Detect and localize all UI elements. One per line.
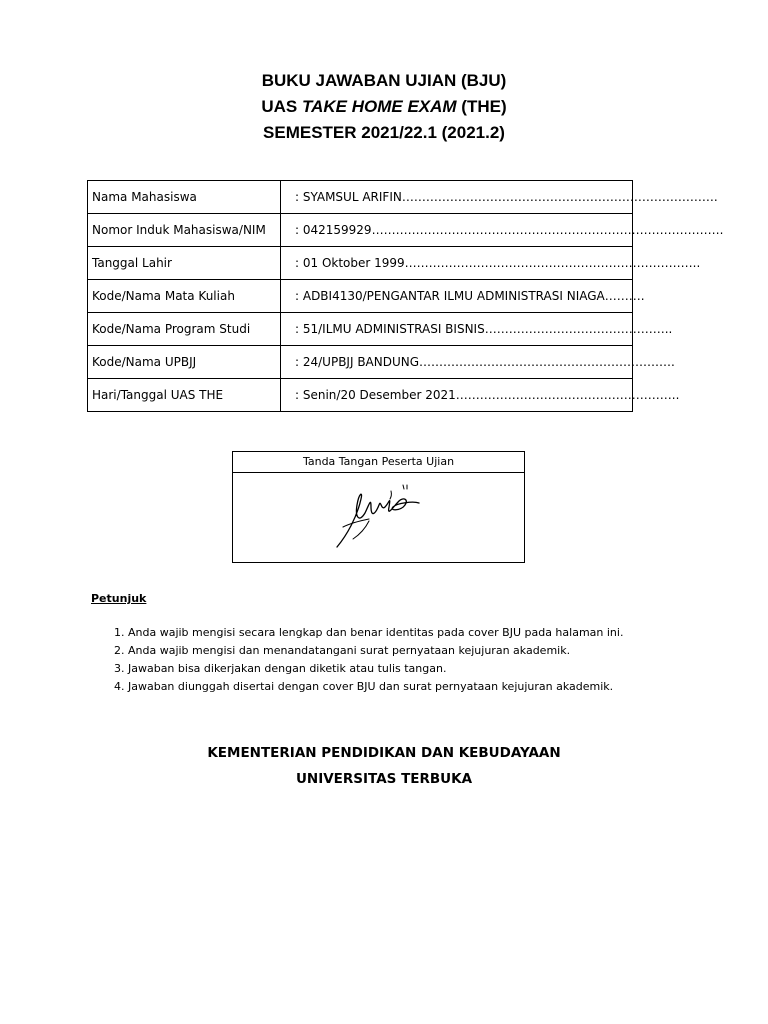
table-row [88, 313, 633, 346]
title-line-2 [0, 94, 768, 120]
identity-value: : Senin/20 Desember 2021……………………………………………….. [281, 379, 633, 412]
list-item: 2. Anda wajib mengisi dan menandatangani surat pernyataan kejujuran akademik. [114, 644, 571, 657]
signature-area [233, 473, 524, 562]
table-row [88, 214, 633, 247]
title-line-2-suffix: (THE) [456, 97, 507, 116]
identity-label: Kode/Nama Mata Kuliah [88, 280, 281, 313]
identity-label: Kode/Nama Program Studi [88, 313, 281, 346]
identity-value: : SYAMSUL ARIFIN……………………………………………………………………. [281, 181, 633, 214]
identity-label: Nomor Induk Mahasiswa/NIM [88, 214, 281, 247]
identity-label: Tanggal Lahir [88, 247, 281, 280]
table-row [88, 346, 633, 379]
identity-value: : 24/UPBJJ BANDUNG………………………………………………………. [281, 346, 633, 379]
list-item: 4. Jawaban diunggah disertai dengan cover BJU dan surat pernyataan kejujuran akademik. [114, 680, 614, 693]
instructions-title: Petunjuk [91, 592, 147, 605]
identity-value: : 042159929……………………………………………………………………………. [281, 214, 633, 247]
identity-label: Kode/Nama UPBJJ [88, 346, 281, 379]
table-row [88, 379, 633, 412]
title-line-1: BUKU JAWABAN UJIAN (BJU) [261, 71, 507, 90]
identity-table [87, 180, 724, 412]
identity-value: : ADBI4130/PENGANTAR ILMU ADMINISTRASI NIAGA………. [281, 280, 633, 313]
identity-label: Hari/Tanggal UAS THE [88, 379, 281, 412]
list-item: 1. Anda wajib mengisi secara lengkap dan benar identitas pada cover BJU pada halaman ini. [114, 626, 624, 639]
title-line-3: SEMESTER 2021/22.1 (2021.2) [263, 123, 505, 142]
instructions-list [114, 624, 623, 696]
title-line-2-italic: TAKE HOME EXAM [302, 97, 457, 116]
table-row [88, 181, 633, 214]
table-row [88, 280, 633, 313]
university-name: UNIVERSITAS TERBUKA [295, 771, 473, 787]
identity-value: : 51/ILMU ADMINISTRASI BISNIS……………………………………….. [281, 313, 633, 346]
list-item: 3. Jawaban bisa dikerjakan dengan diketik atau tulis tangan. [114, 662, 447, 675]
document-title [0, 68, 768, 146]
identity-label: Nama Mahasiswa [88, 181, 281, 214]
signature-box [232, 451, 525, 563]
identity-value: : 01 Oktober 1999……………………………………………………………….. [281, 247, 633, 280]
institution-footer [0, 740, 768, 792]
title-line-2-prefix: UAS [261, 97, 302, 116]
ministry-name: KEMENTERIAN PENDIDIKAN DAN KEBUDAYAAN [207, 745, 561, 761]
signature-image [329, 477, 429, 557]
signature-label: Tanda Tangan Peserta Ujian [233, 452, 524, 473]
table-row [88, 247, 633, 280]
